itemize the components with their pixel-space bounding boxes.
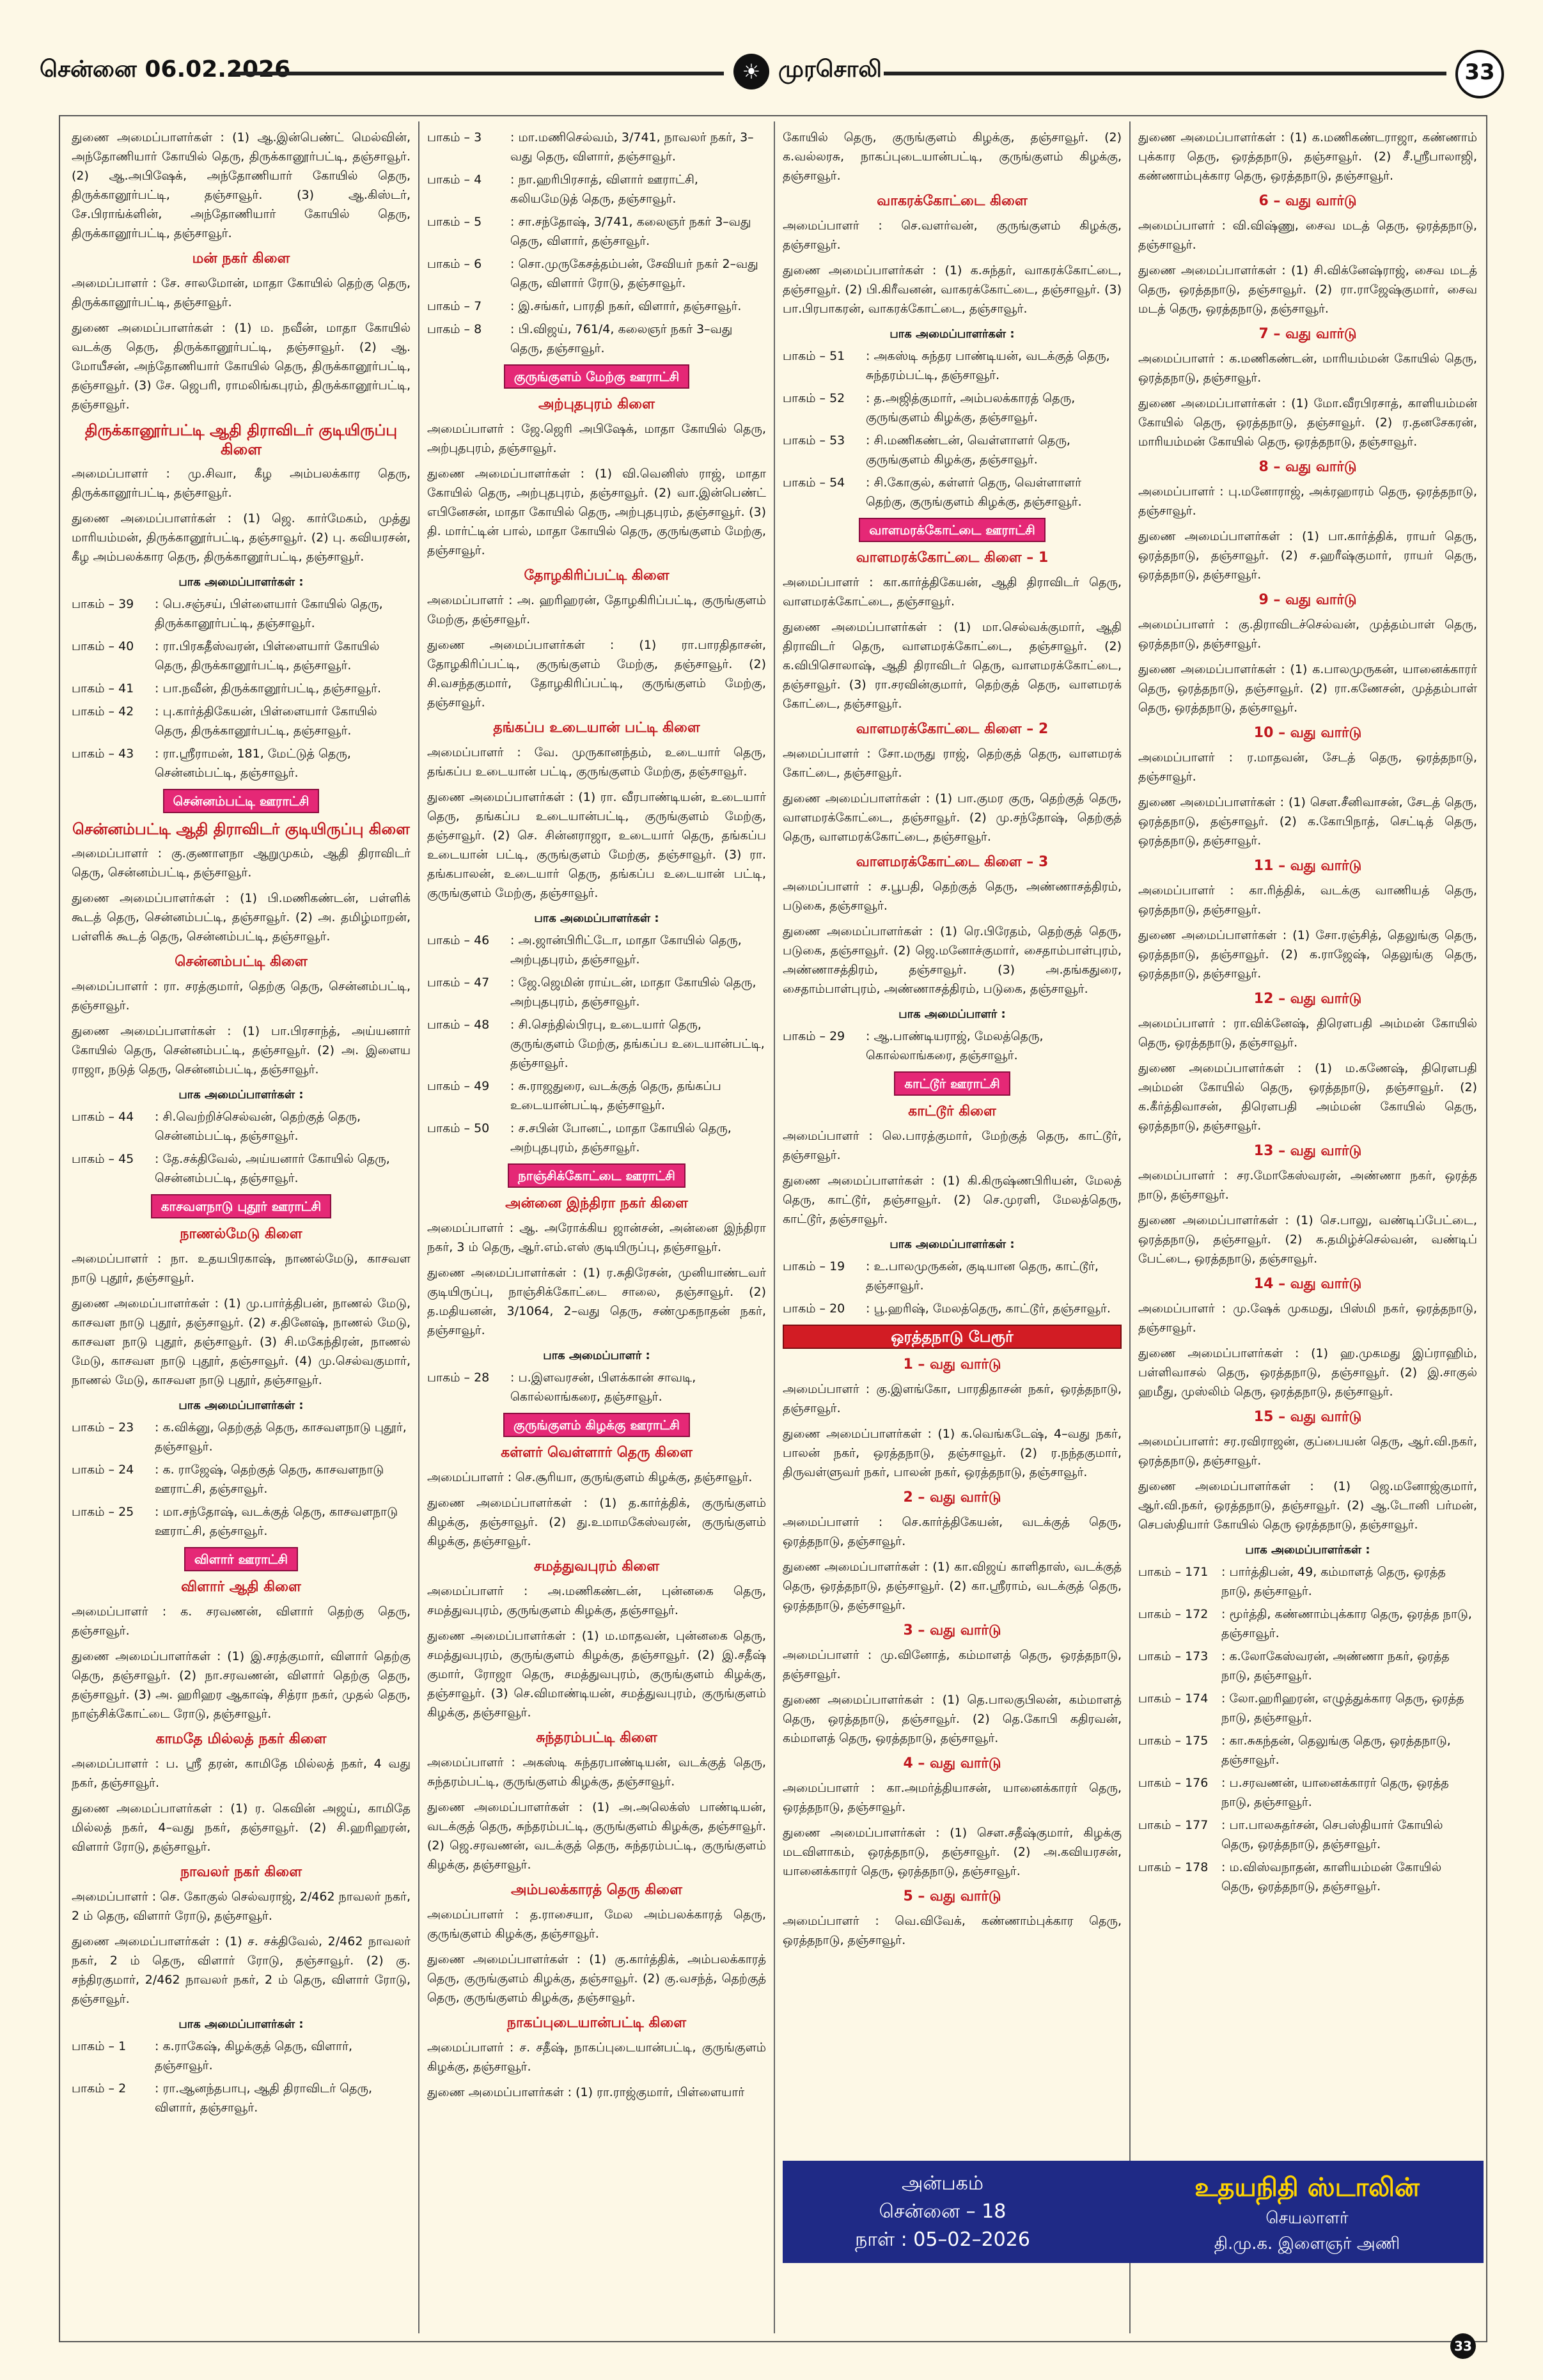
booth-organiser: : தே.சக்திவேல், அய்யனார் கோயில் தெரு, சென்னம்பட்டி, தஞ்சாவூர். [155, 1152, 390, 1185]
deputy-organisers: துணை அமைப்பாளர்கள் : (1) வி.வெனிஸ் ராஜ், மாதா கோயில் தெரு, அற்புதபுரம், தஞ்சாவூர். (2) வா.இன்பெண்ட் எபினேசன், மாதா கோயில் தெரு, அற்புதபுரம், தஞ்சாவூர். (3) தி. மார்ட்டின் பால், மாதா கோயில் தெரு, குருங்குளம் மேற்கு, தஞ்சாவூர். [427, 467, 766, 557]
deputy-organisers: துணை அமைப்பாளர்கள் : (1) க.பாலமுருகன், யானைக்காரர் தெரு, ஒரத்தநாடு, தஞ்சாவூர். (2) ரா.கணேசன், முத்தம்பாள் தெரு, ஒரத்தநாடு, தஞ்சாவூர். [1138, 662, 1477, 715]
deputy-organisers: துணை அமைப்பாளர்கள் : (1) மா.செல்வக்குமார், ஆதி திராவிடர் தெரு, வாளமரக்கோட்டை, தஞ்சாவூர். (2) க.விபிசொலாஷ், ஆதி திராவிடர் தெரு, வாளமரக்கோட்டை, தஞ்சாவூர். (3) ரா.சரவின்குமார், தெற்குத் தெரு, வாளமரக் கோட்டை, தஞ்சாவூர். [783, 620, 1122, 711]
booth-number: பாகம் – 41 [72, 681, 134, 696]
deputy-organisers: துணை அமைப்பாளர்கள் : (1) ம.கணேஷ், திரௌபதி அம்மன் கோயில் தெரு, ஒரத்தநாடு, தஞ்சாவூர். (2) க.கீர்த்திவாசன், திரௌபதி அம்மன் கோயில் தெரு, ஒரத்தநாடு, தஞ்சாவூர். [1138, 1061, 1477, 1133]
ward-heading: 13 – வது வார்டு [1253, 1143, 1362, 1159]
booth-organiser: : சி.செந்தில்பிரபு, உடையார் தெரு, குருங்குளம் மேற்கு, தங்கப்ப உடையான்பட்டி, தஞ்சாவூர். [510, 1018, 765, 1070]
booth-organiser: : ஆ.பாண்டியராஜ், மேலத்தெரு, கொல்லாங்கரை, தஞ்சாவூர். [866, 1029, 1044, 1062]
booth-organisers-heading: பாக அமைப்பாளர்கள் : [178, 2018, 304, 2031]
booth-number: பாகம் – 28 [427, 1371, 490, 1385]
booth-organisers-heading: பாக அமைப்பாளர் : [543, 1349, 650, 1362]
booth-row [72, 1418, 411, 1456]
booth-row [72, 1107, 411, 1146]
panchayat-banner: வாளமரக்கோட்டை ஊராட்சி [859, 518, 1046, 542]
ward-heading: 6 – வது வார்டு [1258, 193, 1357, 209]
deputy-organisers: துணை அமைப்பாளர்கள் : (1) பா.கார்த்திக், ராயர் தெரு, ஒரத்தநாடு, தஞ்சாவூர். (2) ச.ஹரீஷ்குமார், ராயர் தெரு, ஒரத்தநாடு, தஞ்சாவூர். [1138, 529, 1477, 582]
booth-organisers-heading: பாக அமைப்பாளர்கள் : [178, 575, 304, 589]
branch-heading: அற்புதபுரம் கிளை [538, 396, 655, 412]
booth-number: பாகம் – 53 [783, 433, 845, 447]
signature-banner [783, 2161, 1484, 2263]
deputy-organisers: துணை அமைப்பாளர்கள் : (1) க.மணிகண்டராஜா, கண்ணாம் புக்கார தெரு, ஒரத்தநாடு, தஞ்சாவூர். (2) சீ.ஸ்ரீபாலாஜி, கண்ணாம்புக்கார தெரு, ஒரத்தநாடு, தஞ்சாவூர். [1138, 130, 1477, 183]
masthead [40, 54, 1504, 95]
branch-heading: மன் நகர் கிளை [192, 251, 290, 267]
organiser: அமைப்பாளர் : கு.குணாளநா ஆறுமுகம், ஆதி திராவிடர் தெரு, சென்னம்பட்டி, தஞ்சாவூர். [72, 846, 411, 880]
branch-heading: சமத்துவபுரம் கிளை [533, 1559, 660, 1575]
booth-number: பாகம் – 173 [1138, 1649, 1209, 1663]
deputy-organisers: துணை அமைப்பாளர்கள் : (1) ம.மாதவன், புன்னகை தெரு, சமத்துவபுரம், குருங்குளம் கிழக்கு, தஞ்சாவூர். (2) இ.சதீஷ் குமார், ரோஜா தெரு, சமத்துவபுரம், குருங்குளம் கிழக்கு, தஞ்சாவூர். (3) செ.விமாண்டியன், சமத்துவபுரம், குருங்குளம் கிழக்கு, தஞ்சாவூர். [427, 1629, 766, 1720]
organiser: அமைப்பாளர் : ச.பூபதி, தெற்குத் தெரு, அண்ணாசத்திரம், படுகை, தஞ்சாவூர். [783, 880, 1122, 913]
masthead-rule-left [231, 72, 724, 75]
branch-heading: சென்னம்பட்டி கிளை [175, 954, 308, 970]
booth-organiser: : ஜே.ஜெமின் ராய்டன், மாதா கோயில் தெரு, அற்புதபுரம், தஞ்சாவூர். [510, 976, 756, 1009]
deputy-organisers: துணை அமைப்பாளர்கள் : (1) ரா. வீரபாண்டியன், உடையார் தெரு, தங்கப்ப உடையான்பட்டி, குருங்குளம் மேற்கு, தஞ்சாவூர். (2) செ. சின்னராஜா, உடையார் தெரு, தங்கப்ப உடையான் பட்டி, குருங்குளம் மேற்கு, தஞ்சாவூர். (3) ரா. தங்கபாலன், உடையார் தெரு, தங்கப்ப உடையான் பட்டி, குருங்குளம் மேற்கு, தஞ்சாவூர். [427, 790, 766, 900]
booth-organiser: : மா.சந்தோஷ், வடக்குத் தெரு, காசவளநாடு ஊராட்சி, தஞ்சாவூர். [155, 1505, 398, 1538]
booth-organiser: : சி.கோகுல், கள்ளர் தெரு, வெள்ளாளர் தெற்கு, குருங்குளம் கிழக்கு, தஞ்சாவூர். [866, 476, 1082, 509]
organiser: அமைப்பாளர் : வே. முருகானந்தம், உடையார் தெரு, தங்கப்ப உடையான் பட்டி, குருங்குளம் மேற்கு, தஞ்சாவூர். [427, 745, 766, 779]
deputy-organisers: துணை அமைப்பாளர்கள் : (1) மோ.வீரபிரசாத், காளியம்மன் கோயில் தெரு, ஒரத்தநாடு, தஞ்சாவூர். (2) ர.தனசேகரன், மாரியம்மன் கோயில் தெரு, ஒரத்தநாடு, தஞ்சாவூர். [1138, 396, 1477, 449]
ward-heading: 11 – வது வார்டு [1253, 858, 1362, 874]
organiser: அமைப்பாளர் : லெ.பாரத்குமார், மேற்குத் தெரு, காட்டூர், தஞ்சாவூர். [783, 1129, 1122, 1162]
branch-heading: நாகப்புடையான்பட்டி கிளை [506, 2015, 687, 2031]
booth-row [427, 1015, 766, 1073]
branch-heading: நாவலர் நகர் கிளை [180, 1864, 302, 1880]
deputy-organisers: துணை அமைப்பாளர்கள் : (1) க.வெங்கடேஷ், 4–வது நகர், பாலன் நகர், ஒரத்தநாடு, தஞ்சாவூர். (2) ர.நந்தகுமார், திருவள்ளுவர் நகர், பாலன் நகர், ஒரத்தநாடு, தஞ்சாவூர். [783, 1427, 1122, 1479]
deputy-organisers: துணை அமைப்பாளர்கள் : (1) பா.குமர குரு, தெற்குத் தெரு, வாளமரக்கோட்டை, தஞ்சாவூர். (2) மு.சந்தோஷ், தெற்குத் தெரு, வாளமரக்கோட்டை, தஞ்சாவூர். [783, 791, 1122, 844]
booth-organisers-heading: பாக அமைப்பாளர்கள் : [178, 1399, 304, 1412]
booth-number: பாகம் – 8 [427, 322, 482, 336]
deputy-organisers: துணை அமைப்பாளர்கள் : (1) பா.பிரசாந்த், அய்யனார் கோயில் தெரு, சென்னம்பட்டி, தஞ்சாவூர். (2) அ. இளைய ராஜா, நடுத் தெரு, சென்னம்பட்டி, தஞ்சாவூர். [72, 1024, 411, 1077]
deputy-organisers: துணை அமைப்பாளர்கள் : (1) சோ.ரஞ்சித், தெலுங்கு தெரு, ஒரத்தநாடு, தஞ்சாவூர். (2) க.ராஜேஷ், தெலுங்கு தெரு, ஒரத்தநாடு, தஞ்சாவூர். [1138, 928, 1477, 981]
ward-heading: 12 – வது வார்டு [1253, 991, 1362, 1007]
booth-organiser: : ச.சபின் போனட், மாதா கோயில் தெரு, அற்புதபுரம், தஞ்சாவூர். [510, 1121, 732, 1155]
booth-number: பாகம் – 171 [1138, 1565, 1209, 1579]
booth-organiser: : ரா.ஆனந்தபாபு, ஆதி திராவிடர் தெரு, விளார், தஞ்சாவூர். [155, 2081, 372, 2115]
booth-row [72, 702, 411, 740]
booth-number: பாகம் – 25 [72, 1505, 134, 1519]
booth-row [72, 2037, 411, 2075]
booth-organiser: : சொ.முருகேசத்தம்பன், சேவியர் நகர் 2–வது தெரு, விளார் ரோடு, தஞ்சாவூர். [510, 257, 758, 290]
deputy-organisers: துணை அமைப்பாளர்கள் : (1) கி.கிருஷ்ணபிரியன், மேலத் தெரு, காட்டூர், தஞ்சாவூர். (2) செ.முரளி, மேலத்தெரு, காட்டூர், தஞ்சாவூர். [783, 1174, 1122, 1226]
deputy-organisers: துணை அமைப்பாளர்கள் : (1) செள.சீனிவாசன், சேடத் தெரு, ஒரத்தநாடு, தஞ்சாவூர். (2) க.கோபிநாத், செட்டித் தெரு, ஒரத்தநாடு, தஞ்சாவூர். [1138, 795, 1477, 848]
booth-row [72, 1502, 411, 1541]
booth-row [72, 744, 411, 782]
booth-number: பாகம் – 6 [427, 257, 482, 271]
booth-organiser: : பூ.ஹரிஷ், மேலத்தெரு, காட்டூர், தஞ்சாவூர். [866, 1302, 1111, 1316]
signatory-role: செயலாளர் [1265, 2209, 1349, 2228]
booth-organiser: : பு.கார்த்திகேயன், பிள்ளையார் கோயில் தெரு, திருக்கானூர்பட்டி, தஞ்சாவூர். [155, 704, 377, 738]
booth-number: பாகம் – 172 [1138, 1607, 1209, 1621]
booth-organiser: : சி.வெற்றிச்செல்வன், தெற்குத் தெரு, சென்னம்பட்டி, தஞ்சாவூர். [155, 1110, 361, 1143]
booth-organiser: : அ.ஜான்பிரிட்டோ, மாதா கோயில் தெரு, அற்புதபுரம், தஞ்சாவூர். [510, 933, 742, 967]
organiser: அமைப்பாளர் : பு.மனோராஜ், அக்ரஹாரம் தெரு, ஒரத்தநாடு, தஞ்சாவூர். [1138, 485, 1477, 518]
masthead-rule-right [884, 72, 1446, 75]
booth-organisers-heading: பாக அமைப்பாளர்கள் : [889, 1238, 1015, 1251]
organiser: அமைப்பாளர் : கு.இளங்கோ, பாரதிதாசன் நகர், ஒரத்தநாடு, தஞ்சாவூர். [783, 1382, 1122, 1415]
booth-number: பாகம் – 174 [1138, 1692, 1209, 1706]
column-2 [427, 128, 766, 2333]
ward-heading: 8 – வது வார்டு [1258, 459, 1357, 475]
booth-organiser: : பார்த்திபன், 49, கம்மாளத் தெரு, ஒரத்த நாடு, தஞ்சாவூர். [1221, 1565, 1446, 1598]
branch-heading: வாகரக்கோட்டை கிளை [877, 193, 1028, 209]
booth-number: பாகம் – 1 [72, 2039, 127, 2053]
branch-heading: தோழகிரிப்பட்டி கிளை [524, 568, 670, 584]
booth-number: பாகம் – 42 [72, 704, 134, 719]
booth-row [427, 1119, 766, 1157]
organiser: அமைப்பாளர் : கா.கார்த்திகேயன், ஆதி திராவிடர் தெரு, வாளமரக்கோட்டை, தஞ்சாவூர். [783, 575, 1122, 609]
booth-number: பாகம் – 43 [72, 747, 134, 761]
booth-row [72, 595, 411, 633]
booth-organiser: : கா.சுகந்தன், தெலுங்கு தெரு, ஒரத்தநாடு, தஞ்சாவூர். [1221, 1734, 1451, 1767]
organiser: அமைப்பாளர் : ச. சதீஷ், நாகப்புடையான்பட்டி, குருங்குளம் கிழக்கு, தஞ்சாவூர். [427, 2041, 766, 2074]
panchayat-banner: குருங்குளம் மேற்கு ஊராட்சி [504, 364, 690, 389]
booth-row [1138, 1647, 1477, 1685]
deputy-organisers: துணை அமைப்பாளர்கள் : (1) ஜெ. கார்மேகம், முத்து மாரியம்மன், திருக்கானூர்பட்டி, தஞ்சாவூர். (2) பு. கவியரசன், கீழ அம்பலக்கார தெரு, திருக்கானூர்பட்டி, தஞ்சாவூர். [72, 511, 411, 564]
booth-row [783, 346, 1122, 385]
organiser: அமைப்பாளர் : க. சரவணன், விளார் தெற்கு தெரு, தஞ்சாவூர். [72, 1605, 411, 1638]
organiser: அமைப்பாளர் : சர.மோகேஸ்வரன், அண்ணா நகர், ஒரத்த நாடு, தஞ்சாவூர். [1138, 1169, 1477, 1202]
deputy-organisers: துணை அமைப்பாளர்கள் : (1) ரெ.பிரேதம், தெற்குத் தெரு, படுகை, தஞ்சாவூர். (2) ஜெ.மனோச்குமார், சைதாம்பாள்புரம், அண்ணாசத்திரம், தஞ்சாவூர். (3) அ.தங்கதுரை, சைதாம்பாள்புரம், அண்ணாசத்திரம், படுகை, தஞ்சாவூர். [783, 924, 1122, 996]
deputy-organisers: துணை அமைப்பாளர்கள் : (1) ம. நவீன், மாதா கோயில் வடக்கு தெரு, திருக்கானூர்பட்டி, தஞ்சாவூர். (2) ஆ. மோயீசன், அந்தோணியார் கோயில் தெரு, திருக்கானூர்பட்டி, தஞ்சாவூர். (3) சே. ஜெபரி, ராமலிங்கபுரம், திருக்கானூர்பட்டி, தஞ்சாவூர். [72, 321, 411, 412]
booth-row [72, 1460, 411, 1498]
booth-number: பாகம் – 48 [427, 1018, 490, 1032]
booth-number: பாகம் – 29 [783, 1029, 845, 1043]
booth-number: பாகம் – 175 [1138, 1734, 1209, 1748]
organiser: அமைப்பாளர் : மு.வினோத், கம்மாளத் தெரு, ஒரத்தநாடு, தஞ்சாவூர். [783, 1648, 1122, 1681]
booth-number: பாகம் – 39 [72, 597, 134, 611]
organiser: அமைப்பாளர் : கு.திராவிடச்செல்வன், முத்தம்பாள் தெரு, ஒரத்தநாடு, தஞ்சாவூர். [1138, 618, 1477, 651]
booth-organisers-heading: பாக அமைப்பாளர்கள் : [1245, 1543, 1370, 1557]
booth-row [1138, 1773, 1477, 1812]
booth-organiser: : பி.விஜய், 761/4, கலைஞர் நகர் 3–வது தெரு, தஞ்சாவூர். [510, 322, 733, 355]
booth-row [427, 1077, 766, 1115]
booth-row [427, 931, 766, 969]
booth-number: பாகம் – 45 [72, 1152, 134, 1166]
ward-heading: 9 – வது வார்டு [1258, 592, 1357, 608]
booth-organisers-heading: பாக அமைப்பாளர்கள் : [889, 327, 1015, 341]
booth-number: பாகம் – 5 [427, 215, 482, 229]
booth-organiser: : பா.நவீன், திருக்கானூர்பட்டி, தஞ்சாவூர். [155, 681, 382, 696]
organiser: அமைப்பாளர் : நா. உதயபிரகாஷ், நாணல்மேடு, காசவள நாடு புதூர், தஞ்சாவூர். [72, 1252, 411, 1285]
organiser: அமைப்பாளர் : ர.மாதவன், சேடத் தெரு, ஒரத்தநாடு, தஞ்சாவூர். [1138, 751, 1477, 784]
booth-organiser: : பா.பாலசுதர்சன், செபஸ்தியார் கோயில் தெரு, ஒரத்தநாடு, தஞ்சாவூர். [1221, 1818, 1443, 1851]
booth-row [427, 973, 766, 1011]
branch-heading: சென்னம்பட்டி ஆதி திராவிடர் குடியிருப்பு கிளை [72, 820, 410, 838]
banner-signatory [1141, 2170, 1473, 2257]
booth-row [783, 1299, 1122, 1318]
booth-number: பாகம் – 44 [72, 1110, 134, 1124]
branch-heading: விளார் ஆதி கிளை [181, 1579, 301, 1595]
ward-heading: 7 – வது வார்டு [1258, 326, 1357, 342]
panchayat-banner: காட்டூர் ஊராட்சி [894, 1071, 1010, 1096]
booth-number: பாகம் – 47 [427, 976, 490, 990]
deputy-organisers: துணை அமைப்பாளர்கள் : (1) த.கார்த்திக், குருங்குளம் கிழக்கு, தஞ்சாவூர். (2) து.உமாமகேஸ்வரன், குருங்குளம் கிழக்கு, தஞ்சாவூர். [427, 1496, 766, 1548]
booth-row [72, 679, 411, 698]
deputy-organisers: துணை அமைப்பாளர்கள் : (1) கு.கார்த்திக், அம்பலக்காரத் தெரு, குருங்குளம் கிழக்கு, தஞ்சாவூர். (2) கு.வசந்த், தெற்குத் தெரு, குருங்குளம் கிழக்கு, தஞ்சாவூர். [427, 1952, 766, 2005]
branch-heading: காமதே மில்லத் நகர் கிளை [155, 1731, 327, 1747]
booth-organiser: : மூர்த்தி, கண்ணாம்புக்கார தெரு, ஒரத்த நாடு, தஞ்சாவூர். [1221, 1607, 1472, 1640]
booth-organiser: : சா.சந்தோஷ், 3/741, கலைஞர் நகர் 3–வது தெரு, விளார், தஞ்சாவூர். [510, 215, 751, 248]
deputy-organisers: துணை அமைப்பாளர்கள் : (1) ரா.பாரதிதாசன், தோழகிரிப்பட்டி, குருங்குளம் மேற்கு, தஞ்சாவூர். (2) சி.வசந்தகுமார், தோழகிரிப்பட்டி, குருங்குளம் மேற்கு, தஞ்சாவூர். [427, 638, 766, 710]
booth-row [427, 1368, 766, 1406]
deputy-organisers: துணை அமைப்பாளர்கள் : (1) ஜெ.மனோஜ்குமார், ஆர்.வி.நகர், ஒரத்தநாடு, தஞ்சாவூர். (2) ஆ.டோனி பர்மன், செபஸ்தியார் கோயில் தெரு ஒரத்தநாடு, தஞ்சாவூர். [1138, 1479, 1477, 1532]
organiser: அமைப்பாளர் : ரா. சரத்குமார், தெற்கு தெரு, சென்னம்பட்டி, தஞ்சாவூர். [72, 979, 411, 1013]
organiser: அமைப்பாளர் : மு.சிவா, கீழ அம்பலக்கார தெரு, திருக்கானூர்பட்டி, தஞ்சாவூர். [72, 467, 411, 500]
ward-heading: 3 – வது வார்டு [903, 1622, 1001, 1638]
booth-organiser: : ப.இளவரசன், பிளக்கான் சாவடி, கொல்லாங்கரை, தஞ்சாவூர். [510, 1371, 696, 1404]
booth-organiser: : க.லோகேஸ்வரன், அண்ணா நகர், ஒரத்த நாடு, தஞ்சாவூர். [1221, 1649, 1450, 1683]
organiser: அமைப்பாளர் : ரா.விக்னேஷ், திரௌபதி அம்மன் கோயில் தெரு, ஒரத்தநாடு, தஞ்சாவூர். [1138, 1016, 1477, 1050]
banner-address [783, 2170, 1102, 2254]
organiser: அமைப்பாளர் : ப. ஸ்ரீ தரன், காமிதே மில்லத் நகர், 4 வது நகர், தஞ்சாவூர். [72, 1757, 411, 1790]
booth-organiser: : ம.விஸ்வநாதன், காளியம்மன் கோயில் தெரு, ஒரத்தநாடு, தஞ்சாவூர். [1221, 1860, 1442, 1894]
page-number-badge: 33 [1455, 50, 1504, 98]
booth-number: பாகம் – 51 [783, 349, 845, 363]
column-1 [72, 128, 411, 2333]
ward-heading: 10 – வது வார்டு [1253, 725, 1362, 741]
booth-number: பாகம் – 50 [427, 1121, 490, 1135]
booth-row [1138, 1731, 1477, 1769]
booth-row [783, 389, 1122, 427]
organiser: அமைப்பாளர் : அ.மணிகண்டன், புன்னகை தெரு, சமத்துவபுரம், குருங்குளம் கிழக்கு, தஞ்சாவூர். [427, 1584, 766, 1617]
deputy-organisers: துணை அமைப்பாளர்கள் : (1) க.சுந்தர், வாகரக்கோட்டை, தஞ்சாவூர். (2) பி.கிரீவனன், வாகரக்கோட்டை, தஞ்சாவூர். (3) பா.பிரபாகரன், வாகரக்கோட்டை, தஞ்சாவூர். [783, 263, 1122, 316]
organiser: அமைப்பாளர் : கா.அமர்த்தியாசன், யானைக்காரர் தெரு, ஒரத்தநாடு, தஞ்சாவூர். [783, 1781, 1122, 1814]
booth-organiser: : பெ.சஞ்சய், பிள்ளையார் கோயில் தெரு, திருக்கானூர்பட்டி, தஞ்சாவூர். [155, 597, 383, 630]
booth-number: பாகம் – 54 [783, 476, 845, 490]
panchayat-banner: நாஞ்சிக்கோட்டை ஊராட்சி [508, 1163, 685, 1188]
panchayat-banner: விளார் ஊராட்சி [184, 1547, 298, 1571]
booth-row [1138, 1562, 1477, 1601]
issue-date: நாள் : 05–02–2026 [855, 2228, 1030, 2251]
sun-logo-icon: ☀ [733, 54, 769, 89]
deputy-organisers: துணை அமைப்பாளர்கள் : (1) ரா.ராஜ்குமார், பிள்ளையார் [427, 2085, 745, 2099]
organiser: அமைப்பாளர் : அகஸ்டி சுந்தரபாண்டியன், வடக்குத் தெரு, சுந்தரம்பட்டி, குருங்குளம் கிழக்கு, தஞ்சாவூர். [427, 1755, 766, 1789]
deputy-organisers: துணை அமைப்பாளர்கள் : (1) அ.அலெக்ஸ் பாண்டியன், வடக்குத் தெரு, சுந்தரம்பட்டி, குருங்குளம் கிழக்கு, தஞ்சாவூர். (2) ஜெ.சரவணன், வடக்குத் தெரு, சுந்தரம்பட்டி, குருங்குளம் கிழக்கு, தஞ்சாவூர். [427, 1800, 766, 1872]
booth-row [1138, 1858, 1477, 1896]
organiser: அமைப்பாளர் : செ.சூரியா, குருங்குளம் கிழக்கு, தஞ்சாவூர். [427, 1470, 753, 1484]
deputy-organisers: துணை அமைப்பாளர்கள் : (1) ர. கெவின் அஜய், காமிதே மில்லத் நகர், 4–வது நகர், தஞ்சாவூர். (2) சி.ஹரிஹரன், விளார் ரோடு, தஞ்சாவூர். [72, 1801, 411, 1854]
booth-organiser: : மா.மணிசெல்வம், 3/741, நாவலர் நகர், 3–வது தெரு, விளார், தஞ்சாவூர். [510, 130, 754, 164]
deputy-organisers: துணை அமைப்பாளர்கள் : (1) கா.விஜய் காளிதாஸ், வடக்குத் தெரு, ஒரத்தநாடு, தஞ்சாவூர். (2) கா.ஸ்ரீராம், வடக்குத் தெரு, ஒரத்தநாடு, தஞ்சாவூர். [783, 1560, 1122, 1612]
booth-organiser: : க.ராகேஷ், கிழக்குத் தெரு, விளார், தஞ்சாவூர். [155, 2039, 353, 2073]
branch-heading: நாணல்மேடு கிளை [180, 1226, 302, 1242]
booth-organiser: : லோ.ஹரிஹரன், எழுத்துக்கார தெரு, ஒரத்த நாடு, தஞ்சாவூர். [1221, 1692, 1464, 1725]
booth-organiser: : சி.மணிகண்டன், வெள்ளாளர் தெரு, குருங்குளம் கிழக்கு, தஞ்சாவூர். [866, 433, 1070, 467]
office-name: அன்பகம் [901, 2172, 984, 2195]
signatory-wing: தி.மு.க. இளைஞர் அணி [1214, 2234, 1400, 2253]
panchayat-banner: சென்னம்பட்டி ஊராட்சி [163, 789, 320, 813]
booth-organiser: : சு.ராஜதுரை, வடக்குத் தெரு, தங்கப்ப உடையான்பட்டி, தஞ்சாவூர். [510, 1079, 721, 1112]
column-3 [783, 128, 1122, 2154]
booth-organiser: : இ.சங்கர், பாரதி நகர், விளார், தஞ்சாவூர். [510, 299, 742, 313]
organiser: அமைப்பாளர் : ஆ. அரோக்கிய ஜான்சன், அன்னை இந்திரா நகர், 3 ம் தெரு, ஆர்.எம்.எஸ் குடியிருப்பு, தஞ்சாவூர். [427, 1221, 766, 1254]
edition-date: சென்னை 06.02.2026 [40, 56, 291, 82]
booth-number: பாகம் – 52 [783, 391, 845, 405]
deputy-organisers: துணை அமைப்பாளர்கள் : (1) ச. சக்திவேல், 2/462 நாவலர் நகர், 2 ம் தெரு, விளார் ரோடு, தஞ்சாவூர். (2) கு. சந்திரகுமார், 2/462 நாவலர் நகர், 2 ம் தெரு, விளார் ரோடு, தஞ்சாவூர். [72, 1934, 411, 2006]
booth-number: பாகம் – 2 [72, 2081, 127, 2096]
newspaper-name: முரசொலி [778, 56, 882, 82]
booth-row [427, 320, 766, 358]
booth-row [427, 128, 766, 166]
organiser: அமைப்பாளர் : மு.ஷேக் முகமது, பிஸ்மி நகர், ஒரத்தநாடு, தஞ்சாவூர். [1138, 1302, 1477, 1335]
booth-organiser: : உ.பாலமுருகன், குடியான தெரு, காட்டூர், தஞ்சாவூர். [866, 1259, 1099, 1293]
booth-organiser: : ப.சரவணன், யானைக்காரர் தெரு, ஒரத்த நாடு, தஞ்சாவூர். [1221, 1776, 1449, 1809]
booth-number: பாகம் – 19 [783, 1259, 845, 1273]
deputy-organisers-continued: கோயில் தெரு, குருங்குளம் கிழக்கு, தஞ்சாவூர். (2) க.வல்லரசு, நாகப்புடையான்பட்டி, குருங்குளம் கிழக்கு, தஞ்சாவூர். [783, 130, 1122, 183]
booth-row [427, 254, 766, 293]
booth-row [1138, 1605, 1477, 1643]
booth-organisers-heading: பாக அமைப்பாளர் : [898, 1007, 1006, 1021]
organiser: அமைப்பாளர் : வெ.விவேக், கண்ணாம்புக்கார தெரு, ஒரத்தநாடு, தஞ்சாவூர். [783, 1914, 1122, 1947]
column-divider [1129, 121, 1131, 2333]
signatory-name: உதயநிதி ஸ்டாலின் [1194, 2173, 1420, 2202]
booth-number: பாகம் – 178 [1138, 1860, 1209, 1874]
ward-heading: 1 – வது வார்டு [903, 1357, 1001, 1373]
column-divider [418, 121, 419, 2333]
deputy-organisers: துணை அமைப்பாளர்கள் : (1) இ.சரத்குமார், விளார் தெற்கு தெரு, தஞ்சாவூர். (2) நா.சரவணன், விளார் தெற்கு தெரு, தஞ்சாவூர். (3) அ. ஹரிஹர ஆகாஷ், சித்ரா நகர், முதல் தெரு, நாஞ்சிக்கோட்டை ரோடு, தஞ்சாவூர். [72, 1649, 411, 1721]
branch-heading: அன்னை இந்திரா நகர் கிளை [505, 1195, 688, 1211]
booth-number: பாகம் – 177 [1138, 1818, 1209, 1832]
office-city: சென்னை – 18 [879, 2200, 1006, 2223]
ward-heading: 2 – வது வார்டு [903, 1489, 1001, 1505]
booth-organisers-heading: பாக அமைப்பாளர்கள் : [534, 912, 659, 925]
branch-heading: வாளமரக்கோட்டை கிளை – 3 [856, 854, 1049, 870]
deputy-organisers: துணை அமைப்பாளர்கள் : (1) சி.விக்னேஷ்ராஜ், சைவ மடத் தெரு, ஒரத்தநாடு, தஞ்சாவூர். (2) ரா.ராஜேஷ்குமார், சைவ மடத் தெரு, ஒரத்தநாடு, தஞ்சாவூர். [1138, 263, 1477, 316]
branch-heading: அம்பலக்காரத் தெரு கிளை [511, 1882, 682, 1898]
booth-organiser: : ரா.பிரகதீஸ்வரன், பிள்ளையார் கோயில் தெரு, திருக்கானூர்பட்டி, தஞ்சாவூர். [155, 639, 380, 673]
column-divider [774, 121, 775, 2333]
booth-row [783, 431, 1122, 469]
booth-organisers-heading: பாக அமைப்பாளர்கள் : [178, 1088, 304, 1101]
branch-heading: காட்டூர் கிளை [908, 1103, 996, 1119]
organiser: அமைப்பாளர் : ஜே.ஜெரி அபிஷேக், மாதா கோயில் தெரு, அற்புதபுரம், தஞ்சாவூர். [427, 422, 766, 455]
booth-number: பாகம் – 4 [427, 173, 482, 187]
deputy-organisers: துணை அமைப்பாளர்கள் : (1) பி.மணிகண்டன், பள்ளிக் கூடத் தெரு, சென்னம்பட்டி, தஞ்சாவூர். (2) அ. தமிழ்மாறன், பள்ளிக் கூடத் தெரு, சென்னம்பட்டி, தஞ்சாவூர். [72, 891, 411, 944]
organiser: அமைப்பாளர்: சர.ரவிராஜன், குப்பையன் தெரு, ஆர்.வி.நகர், ஒரத்தநாடு, தஞ்சாவூர். [1138, 1435, 1477, 1468]
town-banner: ஒரத்தநாடு பேரூர் [783, 1325, 1122, 1349]
ward-heading: 5 – வது வார்டு [903, 1888, 1001, 1904]
branch-heading: சுந்தரம்பட்டி கிளை [536, 1730, 657, 1746]
booth-row [783, 1027, 1122, 1065]
booth-row [427, 170, 766, 208]
deputy-organisers: துணை அமைப்பாளர்கள் : (1) தெ.பாலகுபிலன், கம்மாளத் தெரு, ஒரத்தநாடு, தஞ்சாவூர். (2) தெ.கோபி கதிரவன், கம்மாளத் தெரு, ஒரத்தநாடு, தஞ்சாவூர். [783, 1693, 1122, 1745]
branch-heading: தங்கப்ப உடையான் பட்டி கிளை [493, 720, 700, 736]
booth-number: பாகம் – 24 [72, 1463, 134, 1477]
organiser: அமைப்பாளர் : வி.விஷ்ணு, சைவ மடத் தெரு, ஒரத்தநாடு, தஞ்சாவூர். [1138, 219, 1477, 252]
booth-number: பாகம் – 7 [427, 299, 482, 313]
booth-organiser: : அகஸ்டி சுந்தர பாண்டியன், வடக்குத் தெரு, சுந்தரம்பட்டி, தஞ்சாவூர். [866, 349, 1110, 382]
booth-row [427, 212, 766, 251]
deputy-organisers: துணை அமைப்பாளர்கள் : (1) ர.சுதிரேசன், முனியாண்டவர் குடியிருப்பு, நாஞ்சிக்கோட்டை சாலை, தஞ்சாவூர். (2) த.மதியனன், 3/1064, 2–வது தெரு, சண்முகநாதன் நகர், தஞ்சாவூர். [427, 1266, 766, 1337]
booth-organiser: : நா.ஹரிபிரசாத், விளார் ஊராட்சி, கலியமேடுத் தெரு, தஞ்சாவூர். [510, 173, 698, 206]
organiser: அமைப்பாளர் : கா.ரித்திக், வடக்கு வாணியத் தெரு, ஒரத்தநாடு, தஞ்சாவூர். [1138, 883, 1477, 917]
booth-row [1138, 1816, 1477, 1854]
organiser: அமைப்பாளர் : சோ.மருது ராஜ், தெற்குத் தெரு, வாளமரக் கோட்டை, தஞ்சாவூர். [783, 747, 1122, 780]
branch-heading: வாளமரக்கோட்டை கிளை – 2 [856, 721, 1049, 737]
ward-heading: 15 – வது வார்டு [1253, 1409, 1362, 1425]
ward-heading: 14 – வது வார்டு [1253, 1276, 1362, 1292]
panchayat-banner: குருங்குளம் கிழக்கு ஊராட்சி [503, 1413, 690, 1437]
booth-row [72, 2079, 411, 2117]
branch-heading: வாளமரக்கோட்டை கிளை – 1 [856, 550, 1049, 566]
booth-number: பாகம் – 49 [427, 1079, 490, 1093]
branch-heading: திருக்கானூர்பட்டி ஆதி திராவிடர் குடியிருப்பு கிளை [84, 421, 398, 458]
booth-organiser: : த.அஜித்குமார், அம்பலக்காரத் தெரு, குருங்குளம் கிழக்கு, தஞ்சாவூர். [866, 391, 1076, 424]
ward-heading: 4 – வது வார்டு [903, 1755, 1001, 1771]
panchayat-banner: காசவளநாடு புதூர் ஊராட்சி [151, 1194, 332, 1218]
organiser: அமைப்பாளர் : த.ராசையா, மேல அம்பலக்காரத் தெரு, குருங்குளம் கிழக்கு, தஞ்சாவூர். [427, 1908, 766, 1941]
booth-number: பாகம் – 176 [1138, 1776, 1209, 1790]
booth-organiser: : க.விக்னு, தெற்குத் தெரு, காசவளநாடு புதூர், தஞ்சாவூர். [155, 1420, 407, 1454]
booth-row [72, 1149, 411, 1188]
organiser: அமைப்பாளர் : செ.வளர்வன், குருங்குளம் கிழக்கு, தஞ்சாவூர். [783, 219, 1122, 252]
organiser: அமைப்பாளர் : செ. கோகுல் செல்வராஜ், 2/462 நாவலர் நகர், 2 ம் தெரு, விளார் ரோடு, தஞ்சாவூர். [72, 1890, 411, 1923]
branch-heading: கள்ளர் வெள்ளார் தெரு கிளை [501, 1445, 693, 1461]
booth-row [783, 1257, 1122, 1295]
booth-number: பாகம் – 23 [72, 1420, 134, 1435]
footer-page-number: 33 [1450, 2333, 1476, 2359]
column-4 [1138, 128, 1477, 2154]
booth-row [72, 637, 411, 675]
organiser: அமைப்பாளர் : க.மணிகண்டன், மாரியம்மன் கோயில் தெரு, ஒரத்தநாடு, தஞ்சாவூர். [1138, 352, 1477, 385]
booth-row [427, 297, 766, 316]
deputy-organisers: துணை அமைப்பாளர்கள் : (1) செள.சதீஷ்குமார், கிழக்கு மடவிளாகம், ஒரத்தநாடு, தஞ்சாவூர். (2) அ.கவியரசன், யானைக்காரர் தெரு, ஒரத்தநாடு, தஞ்சாவூர். [783, 1826, 1122, 1878]
booth-number: பாகம் – 3 [427, 130, 482, 144]
deputy-organisers: துணை அமைப்பாளர்கள் : (1) ஆ.இன்பெண்ட் மெல்வின், அந்தோணியார் கோயில் தெரு, திருக்கானூர்பட்டி, தஞ்சாவூர். (2) ஆ.அபிஷேக், அந்தோணியார் கோயில் தெரு, திருக்கானூர்பட்டி, தஞ்சாவூர். (3) ஆ.கிஸ்டர், சே.பிராங்க்ளின், அந்தோணியார் கோயில் தெரு, திருக்கானூர்பட்டி, தஞ்சாவூர். [72, 130, 411, 240]
booth-organiser: : ரா.ஸ்ரீராமன், 181, மேட்டுத் தெரு, சென்னம்பட்டி, தஞ்சாவூர். [155, 747, 351, 780]
booth-row [783, 473, 1122, 511]
booth-organiser: : க. ராஜேஷ், தெற்குத் தெரு, காசவளநாடு ஊராட்சி, தஞ்சாவூர். [155, 1463, 384, 1496]
organiser: அமைப்பாளர் : செ.கார்த்திகேயன், வடக்குத் தெரு, ஒரத்தநாடு, தஞ்சாவூர். [783, 1515, 1122, 1548]
deputy-organisers: துணை அமைப்பாளர்கள் : (1) ஹ.முகமது இப்ராஹிம், பள்ளிவாசல் தெரு, ஒரத்தநாடு, தஞ்சாவூர். (2) இ.சாகுல் ஹமீது, முஸ்லிம் தெரு, ஒரத்தநாடு, தஞ்சாவூர். [1138, 1346, 1477, 1399]
deputy-organisers: துணை அமைப்பாளர்கள் : (1) மு.பார்த்திபன், நாணல் மேடு, காசவள நாடு புதூர், தஞ்சாவூர். (2) ச.தினேஷ், நாணல் மேடு, காசவள நாடு புதூர், தஞ்சாவூர். (3) சி.மகேந்திரன், நாணல் மேடு, காசவள நாடு புதூர், தஞ்சாவூர். (4) மு.செல்வகுமார், நாணல் மேடு, காசவள நாடு புதூர், தஞ்சாவூர். [72, 1296, 411, 1387]
deputy-organisers: துணை அமைப்பாளர்கள் : (1) செ.பாலு, வண்டிப்பேட்டை, ஒரத்தநாடு, தஞ்சாவூர். (2) க.தமிழ்ச்செல்வன், வண்டிப் பேட்டை, ஒரத்தநாடு, தஞ்சாவூர். [1138, 1213, 1477, 1266]
booth-row [1138, 1689, 1477, 1727]
organiser: அமைப்பாளர் : சே. சாலமோன், மாதா கோயில் தெற்கு தெரு, திருக்கானூர்பட்டி, தஞ்சாவூர். [72, 276, 411, 309]
booth-number: பாகம் – 46 [427, 933, 490, 947]
organiser: அமைப்பாளர் : அ. ஹரிஹரன், தோழகிரிப்பட்டி, குருங்குளம் மேற்கு, தஞ்சாவூர். [427, 593, 766, 626]
booth-number: பாகம் – 40 [72, 639, 134, 653]
booth-number: பாகம் – 20 [783, 1302, 845, 1316]
